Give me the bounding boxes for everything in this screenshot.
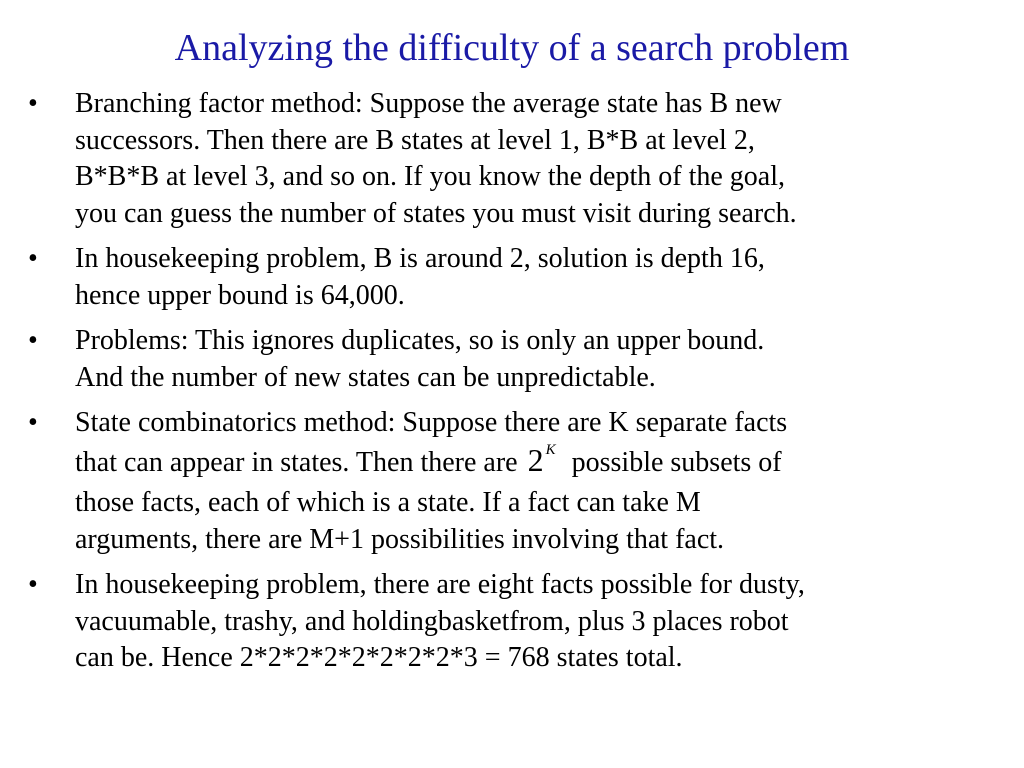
power-formula [528,442,554,486]
bullet-branching-factor [28,86,998,232]
bullet-line-text: possible subsets of [571,446,782,478]
bullet-line-with-formula [75,442,998,486]
bullet-dot: • [28,569,38,600]
bullet-line: those facts, each of which is a state. If a fact can take M [75,487,701,518]
bullet-line: And the number of new states can be unpredictable. [75,361,656,393]
bullet-list [28,86,998,686]
bullet-line: Problems: This ignores duplicates, so is only an upper bound. [75,325,765,356]
bullet-line: In housekeeping problem, there are eight facts possible for dusty, [75,569,805,600]
formula-exponent: K [545,441,556,458]
bullet-housekeeping-states [28,567,998,677]
bullet-line: hence upper bound is 64,000. [75,279,405,311]
bullet-state-combinatorics [28,405,998,558]
bullet-line: you can guess the number of states you must visit during search. [75,197,797,229]
bullet-line: B*B*B at level 3, and so on. If you know the depth of the goal, [75,161,785,192]
bullet-dot: • [28,243,38,274]
bullet-line: can be. Hence 2*2*2*2*2*2*2*2*3 = 768 states total. [75,642,683,673]
bullet-dot: • [28,88,38,119]
bullet-housekeeping-branching [28,241,998,314]
bullet-dot: • [28,325,38,356]
bullet-line: In housekeeping problem, B is around 2, solution is depth 16, [75,243,765,274]
bullet-problems [28,323,998,396]
bullet-dot: • [28,407,38,438]
slide-title: Analyzing the difficulty of a search problem [174,27,850,69]
bullet-line: successors. Then there are B states at level 1, B*B at level 2, [75,124,755,156]
bullet-line: Branching factor method: Suppose the average state has B new [75,88,782,119]
bullet-line: State combinatorics method: Suppose there are K separate facts [75,407,788,438]
formula-base: 2 [527,441,544,478]
bullet-line-text: that can appear in states. Then there are [75,446,518,478]
bullet-line: vacuumable, trashy, and holdingbasketfrom, plus 3 places robot [75,605,789,637]
bullet-line: arguments, there are M+1 possibilities involving that fact. [75,523,725,555]
